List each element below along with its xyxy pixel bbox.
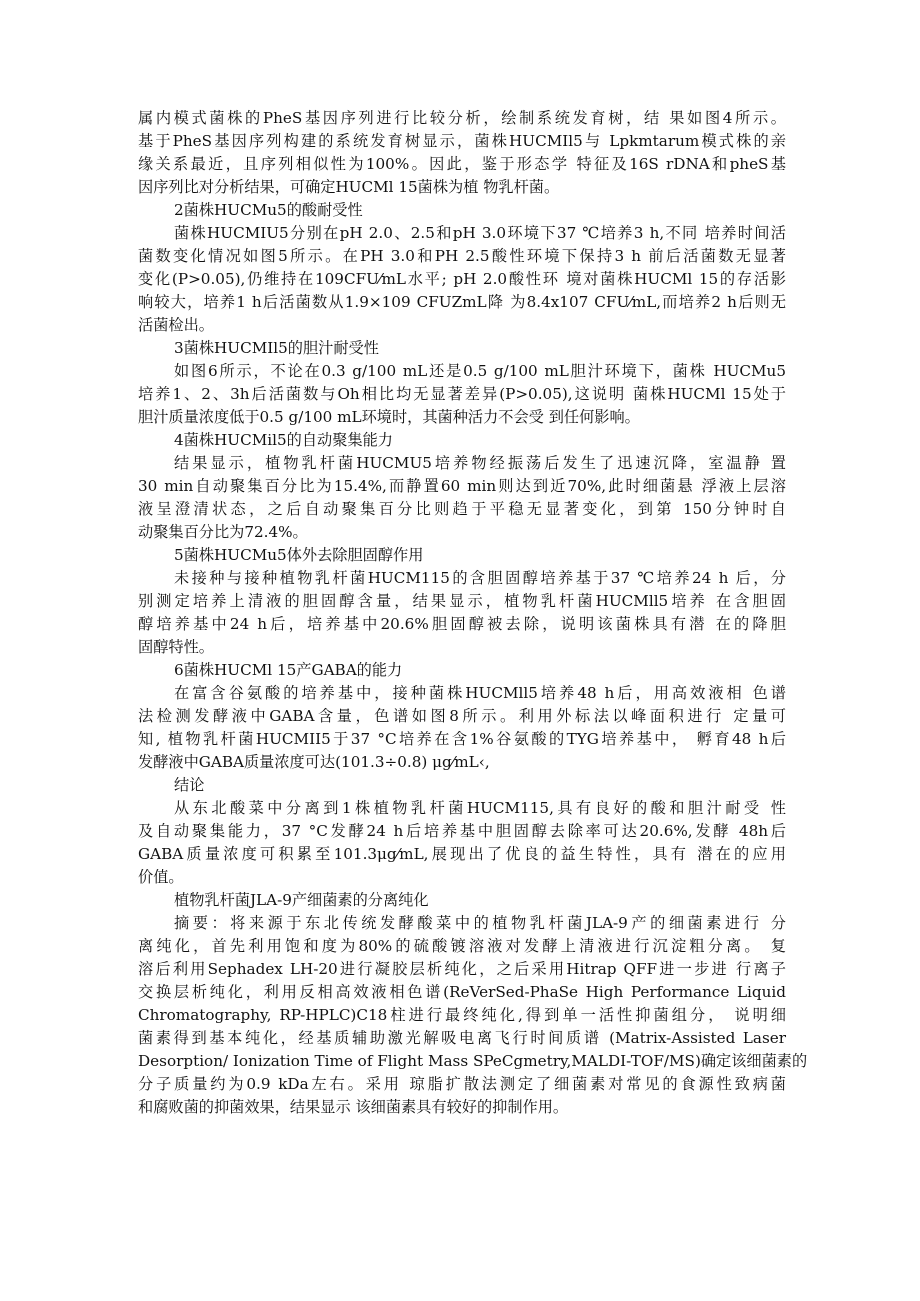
text-line: 因序列比对分析结果，可确定HUCMl 15菌株为植 物乳杆菌。 xyxy=(138,178,560,196)
text-line: 价值。 xyxy=(138,868,184,886)
section-heading: 5菌株HUCMu5体外去除胆固醇作用 xyxy=(174,546,424,564)
paragraph xyxy=(138,682,786,774)
text-line: 醇培养基中24 h后，培养基中20.6%胆固醇被去除，说明该菌株具有潜 在的降胆 xyxy=(138,615,786,633)
paragraph xyxy=(138,797,786,889)
section-heading: 植物乳杆菌JLA-9产细菌素的分离纯化 xyxy=(174,891,429,909)
section-heading: 2菌株HUCMu5的酸耐受性 xyxy=(174,201,363,219)
text-line: 如图6所示，不论在0.3 g/100 mL还是0.5 g/100 mL胆汁环境下，菌株 HUCMu5 xyxy=(174,362,786,380)
text-line: 离纯化，首先利用饱和度为80%的硫酸镀溶液对发酵上清液进行沉淀粗分离。 复 xyxy=(138,937,786,955)
text-line: 在富含谷氨酸的培养基中，接种菌株HUCMll5培养48 h后，用高效液相 色谱 xyxy=(174,684,786,702)
section-heading: 3菌株HUCMIl5的胆汁耐受性 xyxy=(174,339,379,357)
text-line: 液呈澄清状态，之后自动聚集百分比则趋于平稳无显著变化，到第 150分钟时自 xyxy=(138,500,786,518)
section-heading: 结论 xyxy=(174,776,205,794)
text-line: 未接种与接种植物乳杆菌HUCM115的含胆固醇培养基于37 ℃培养24 h 后，分 xyxy=(174,569,786,587)
text-line: 属内模式菌株的PheS基因序列进行比较分析，绘制系统发育树，结 果如图4所示。 xyxy=(138,109,786,127)
text-line: 固醇特性。 xyxy=(138,638,214,656)
text-line: GABA质量浓度可积累至101.3μg⁄mL,展现出了优良的益生特性，具有 潜在的应用 xyxy=(138,845,786,863)
text-line: 菌素得到基本纯化，经基质辅助激光解吸电离飞行时间质谱 (Matrix-Assisted Laser xyxy=(138,1029,786,1047)
text-line: Chromatography, RP-HPLC)C18柱进行最终纯化,得到单一活性抑菌组分， 说明细 xyxy=(138,1006,786,1024)
text-line: 和腐败菌的抑菌效果，结果显示 该细菌素具有较好的抑制作用。 xyxy=(138,1098,569,1116)
text-line: 活菌检出。 xyxy=(138,316,214,334)
text-line: 胆汁质量浓度低于0.5 g/100 mL环境时，其菌种活力不会受 到任何影响。 xyxy=(138,408,640,426)
paragraph xyxy=(138,567,786,659)
paragraph xyxy=(138,452,786,544)
text-line: 培养1、2、3h后活菌数与Oh相比均无显著差异(P>0.05),这说明 菌株HUCMl 15处于 xyxy=(138,385,786,403)
text-line: 菌株HUCMIU5分别在pH 2.0、2.5和pH 3.0环境下37 ℃培养3 h,不同 培养时间活 xyxy=(174,224,786,242)
paragraph xyxy=(138,222,786,337)
paragraph xyxy=(138,107,786,199)
text-line: 分子质量约为0.9 kDa左右。采用 琼脂扩散法测定了细菌素对常见的食源性致病菌 xyxy=(138,1075,786,1093)
text-line: 结果显示，植物乳杆菌HUCMU5培养物经振荡后发生了迅速沉降，室温静 置 xyxy=(174,454,786,472)
text-line: 缘关系最近，且序列相似性为100%。因此，鉴于形态学 特征及16S rDNA和pheS基 xyxy=(138,155,786,173)
text-line: 从东北酸菜中分离到1株植物乳杆菌HUCM115,具有良好的酸和胆汁耐受 性 xyxy=(174,799,786,817)
text-line: 变化(P>0.05),仍维持在109CFU⁄mL水平; pH 2.0酸性环 境对菌株HUCMl 15的存活影 xyxy=(138,270,786,288)
paragraph xyxy=(138,912,808,1119)
text-line: 知, 植物乳杆菌HUCMII5于37 °C培养在含1%谷氨酸的TYG培养基中， 孵育48 h后 xyxy=(138,730,786,748)
section-heading: 6菌株HUCMl 15产GABA的能力 xyxy=(174,661,403,679)
text-line: Desorption/ Ionization Time of Flight Mass SPeCgmetry,MALDI-TOF/MS)确定该细菌素的 xyxy=(138,1052,808,1070)
document-page xyxy=(138,107,808,1119)
text-line: 30 min自动聚集百分比为15.4%,而静置60 min则达到近70%,此时细菌悬 浮液上层溶 xyxy=(138,477,786,495)
text-line: 别测定培养上清液的胆固醇含量，结果显示，植物乳杆菌HUCMll5培养 在含胆固 xyxy=(138,592,786,610)
text-line: 基于PheS基因序列构建的系统发育树显示，菌株HUCMIl5与 Lpkmtarum模式株的亲 xyxy=(138,132,786,150)
paragraph xyxy=(138,360,786,429)
text-line: 溶后利用Sephadex LH-20进行凝胶层析纯化，之后采用Hitrap QFF进一步进 行离子 xyxy=(138,960,786,978)
text-line: 响较大，培养1 h后活菌数从1.9×109 CFUZmL降 为8.4x107 CFU⁄mL,而培养2 h后则无 xyxy=(138,293,786,311)
text-line: 动聚集百分比为72.4%。 xyxy=(138,523,308,541)
text-line: 发酵液中GABA质量浓度可达(101.3÷0.8) μg⁄mL‹, xyxy=(138,753,490,771)
text-line: 法检测发酵液中GABA含量，色谱如图8所示。利用外标法以峰面积进行 定量可 xyxy=(138,707,786,725)
section-heading: 4菌株HUCMil5的自动聚集能力 xyxy=(174,431,393,449)
text-line: 交换层析纯化，利用反相高效液相色谱(ReVerSed-PhaSe High Performance Liquid xyxy=(138,983,786,1001)
text-line: 摘要：将来源于东北传统发酵酸菜中的植物乳杆菌JLA-9产的细菌素进行 分 xyxy=(174,914,786,932)
text-line: 菌数变化情况如图5所示。在PH 3.0和PH 2.5酸性环境下保持3 h 前后活菌数无显著 xyxy=(138,247,786,265)
text-line: 及自动聚集能力，37 °C发酵24 h后培养基中胆固醇去除率可达20.6%,发酵 48h后 xyxy=(138,822,786,840)
